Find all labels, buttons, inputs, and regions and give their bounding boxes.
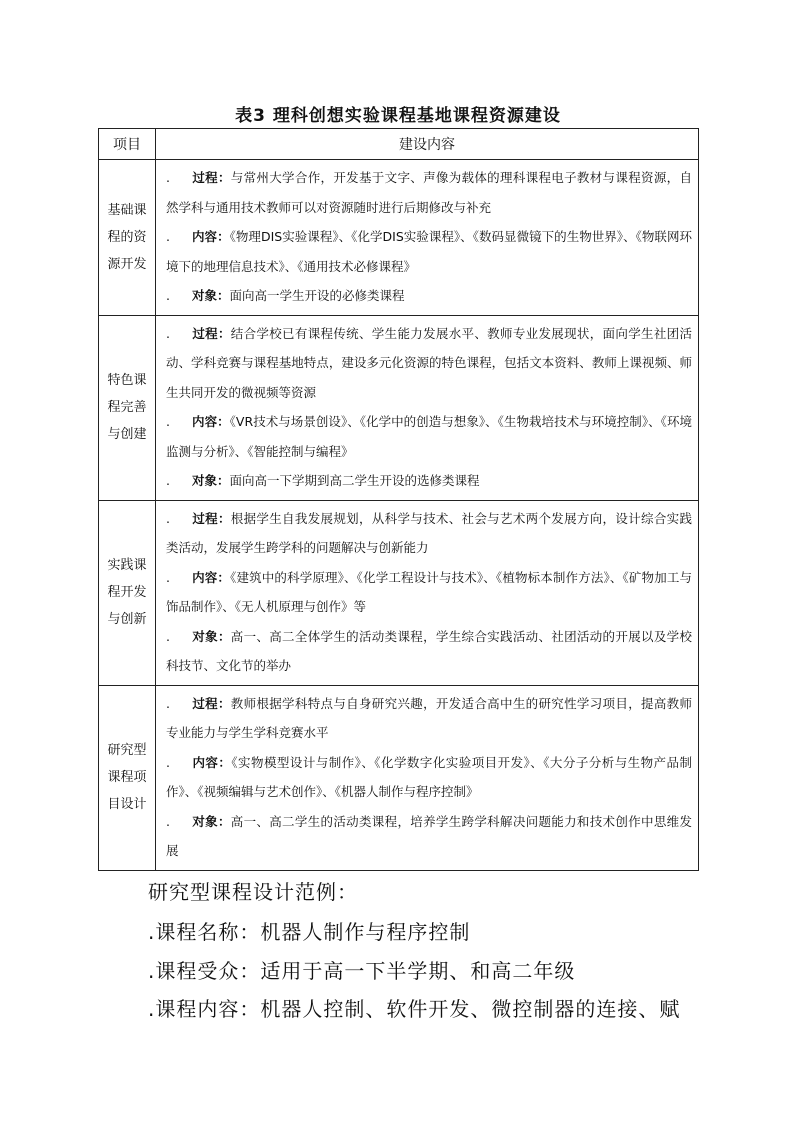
process-label: 过程：: [192, 510, 231, 526]
row-category: 特色课程完善与创建: [99, 315, 156, 500]
table-row: [99, 685, 699, 870]
target-paragraph: . 对象：高一、高二学生的活动类课程，培养学生跨学科解决问题能力和技术创作中思维发展: [166, 813, 692, 858]
table-row: [99, 160, 699, 316]
process-label: 过程：: [192, 170, 231, 185]
target-label: 对象：: [192, 473, 230, 488]
row-category: 基础课程的资源开发: [99, 160, 156, 316]
target-label: 对象：: [192, 813, 231, 829]
row-content: [156, 685, 699, 870]
target-paragraph: . 对象：高一、高二全体学生的活动类课程，学生综合实践活动、社团活动的开展以及学校科技节、文化节的举办: [166, 628, 692, 673]
content-label: 内容：: [192, 229, 230, 244]
target-text: 高一、高二全体学生的活动类课程，学生综合实践活动、社团活动的开展以及学校科技节、文化节的举办: [166, 628, 692, 673]
course-audience-line: .课程受众：适用于高一下半学期、和高二年级: [148, 959, 576, 983]
target-paragraph: . 对象：面向高一学生开设的必修类课程: [166, 288, 405, 303]
content-paragraph: . 内容：《实物模型设计与制作》、《化学数字化实验项目开发》、《大分子分析与生物产品制作》、《视频编辑与艺术创作》、《机器人制作与程序控制》: [166, 754, 692, 799]
process-paragraph: . 过程：教师根据学科特点与自身研究兴趣，开发适合高中生的研究性学习项目，提高教师专业能力与学生学科竞赛水平: [166, 695, 692, 740]
process-text: 与常州大学合作，开发基于文字、声像为载体的理科课程电子教材与课程资源，自然学科与通用技术教师可以对资源随时进行后期修改与补充: [166, 170, 692, 215]
row-content: [156, 315, 699, 500]
content-text: 《建筑中的科学原理》、《化学工程设计与技术》、《植物标本制作方法》、《矿物加工与饰品制作》、《无人机原理与创作》等: [166, 569, 692, 614]
resource-table: [98, 128, 699, 871]
content-text: 《实物模型设计与制作》、《化学数字化实验项目开发》、《大分子分析与生物产品制作》、《视频编辑与艺术创作》、《机器人制作与程序控制》: [166, 754, 692, 799]
row-content: [156, 160, 699, 316]
target-label: 对象：: [192, 288, 230, 303]
process-paragraph: . 过程：根据学生自我发展规划，从科学与技术、社会与艺术两个发展方向，设计综合实践类活动，发展学生跨学科的问题解决与创新能力: [166, 510, 692, 555]
row-category: 研究型课程项目设计: [99, 685, 156, 870]
course-name-line: .课程名称：机器人制作与程序控制: [148, 920, 471, 944]
target-text: 面向高一学生开设的必修类课程: [229, 288, 405, 303]
content-paragraph: . 内容：《物理DIS实验课程》、《化学DIS实验课程》、《数码显微镜下的生物世界》、《物联网环境下的地理信息技术》、《通用技术必修课程》: [166, 229, 692, 274]
row-category: 实践课程开发与创新: [99, 500, 156, 685]
table-header-row: [99, 129, 699, 160]
content-text: 《VR技术与场景创设》、《化学中的创造与想象》、《生物栽培技术与环境控制》、《环境监测与分析》、《智能控制与编程》: [166, 414, 692, 459]
target-paragraph: . 对象：面向高一下学期到高二学生开设的选修类课程: [166, 473, 480, 488]
process-text: 根据学生自我发展规划，从科学与技术、社会与艺术两个发展方向，设计综合实践类活动，发展学生跨学科的问题解决与创新能力: [166, 510, 692, 555]
table-row: [99, 500, 699, 685]
process-text: 教师根据学科特点与自身研究兴趣，开发适合高中生的研究性学习项目，提高教师专业能力与学生学科竞赛水平: [166, 695, 692, 740]
process-text: 结合学校已有课程传统、学生能力发展水平、教师专业发展现状，面向学生社团活动、学科竞赛与课程基地特点，建设多元化资源的特色课程，包括文本资料、教师上课视频、师生共同开发的微视频等资源: [166, 325, 692, 400]
target-text: 面向高一下学期到高二学生开设的选修类课程: [229, 473, 480, 488]
header-content: 建设内容: [156, 129, 699, 160]
process-label: 过程：: [192, 325, 231, 341]
content-text: 《物理DIS实验课程》、《化学DIS实验课程》、《数码显微镜下的生物世界》、《物联网环境下的地理信息技术》、《通用技术必修课程》: [166, 229, 692, 274]
target-text: 高一、高二学生的活动类课程，培养学生跨学科解决问题能力和技术创作中思维发展: [166, 813, 692, 858]
section-title: 研究型课程设计范例：: [148, 880, 358, 904]
table-row: [99, 315, 699, 500]
row-content: [156, 500, 699, 685]
content-label: 内容：: [192, 569, 231, 585]
table-title: 表3 理科创想实验课程基地课程资源建设: [235, 106, 561, 126]
process-paragraph: . 过程：与常州大学合作，开发基于文字、声像为载体的理科课程电子教材与课程资源，自然学科与通用技术教师可以对资源随时进行后期修改与补充: [166, 170, 692, 215]
content-label: 内容：: [192, 754, 232, 770]
header-project: 项目: [99, 129, 156, 160]
course-content-line: .课程内容：机器人控制、软件开发、微控制器的连接、赋: [148, 997, 681, 1021]
content-paragraph: . 内容：《建筑中的科学原理》、《化学工程设计与技术》、《植物标本制作方法》、《矿物加工与饰品制作》、《无人机原理与创作》等: [166, 569, 692, 614]
content-label: 内容：: [192, 414, 230, 429]
target-label: 对象：: [192, 628, 231, 644]
process-label: 过程：: [192, 695, 231, 711]
process-paragraph: . 过程：结合学校已有课程传统、学生能力发展水平、教师专业发展现状，面向学生社团活动、学科竞赛与课程基地特点，建设多元化资源的特色课程，包括文本资料、教师上课视频、师生共同开发的微视频等资源: [166, 325, 692, 400]
content-paragraph: . 内容：《VR技术与场景创设》、《化学中的创造与想象》、《生物栽培技术与环境控制》、《环境监测与分析》、《智能控制与编程》: [166, 414, 692, 459]
